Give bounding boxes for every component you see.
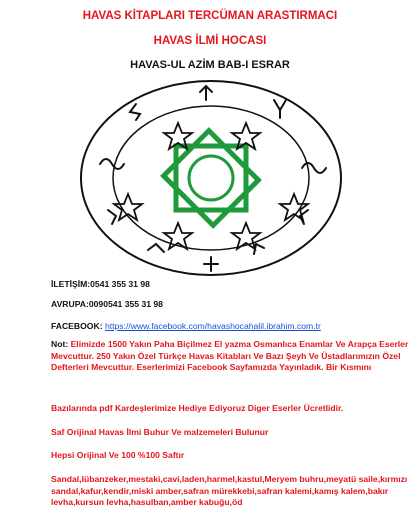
title-line-3: HAVAS-UL AZİM BAB-I ESRAR: [130, 59, 290, 71]
europe-phone-label: AVRUPA:: [51, 299, 89, 309]
phone-number: 0541 355 31 98: [90, 279, 150, 289]
title-line-2: HAVAS İLMİ HOCASI: [153, 35, 267, 47]
seal-emblem-icon: [78, 78, 344, 278]
facebook-link[interactable]: https://www.facebook.com/havashocahalil.ibrahim.com.tr: [104, 321, 321, 331]
note-label: Not:: [51, 339, 69, 349]
europe-phone-line: [51, 299, 163, 309]
title-line-1: HAVAS KİTAPLARI TERCÜMAN ARASTIRMACI: [82, 10, 338, 22]
materials-list-paragraph: Sandal,lübanzeker,mestaki,cavi,laden,harmel,kastul,Meryem buhru,meyatü saile,kırmızı sandal,kafur,kendir,miski amber,safran mürekkebi,safran kalemi,kamış kalem,bakır levha,kursun levha,hasulban,amber kabuğu,öd: [51, 474, 408, 507]
pdf-paragraph: Bazılarında pdf Kardeşlerimize Hediye Ediyoruz Diger Eserler Ücretlidir.: [51, 403, 344, 413]
phone-label: İLETİŞİM:: [51, 279, 91, 289]
facebook-line: [51, 321, 321, 331]
incense-paragraph: Saf Orijinal Havas İlmi Buhur Ve malzemeleri Bulunur: [51, 427, 269, 437]
note-paragraph: [51, 339, 409, 374]
phone-line: [51, 279, 150, 289]
europe-phone-number: 0090541 355 31 98: [88, 299, 163, 309]
facebook-label: FACEBOOK:: [51, 321, 103, 331]
purity-paragraph: Hepsi Orijinal Ve 100 %100 Saftır: [51, 450, 185, 460]
note-text: Elimizde 1500 Yakın Paha Biçilmez El yazma Osmanlıca Enamlar Ve Arapça Eserler Mevcuttur. 250 Yakın Özel Türkçe Havas Kitabları Ve Bazı Şeyh Ve Üstadlarımızın Özel Defterleri Mevcuttur. Eserlerimizi Facebook Sayfamızda Yayınladık. Bir Kısmını: [51, 339, 409, 372]
